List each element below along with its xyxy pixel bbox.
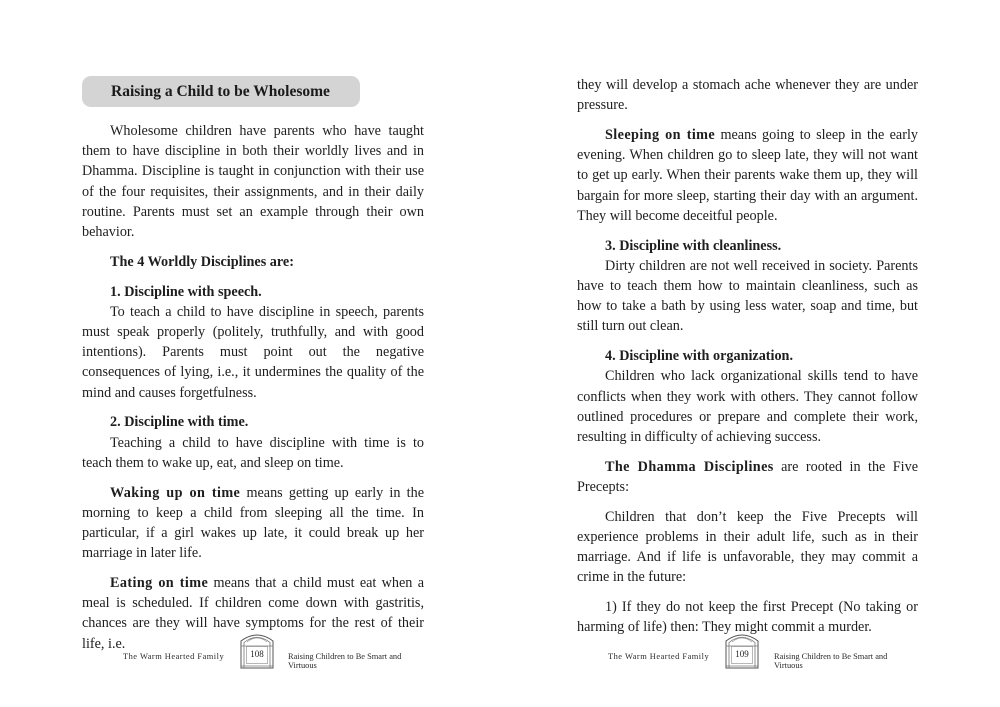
waking-term: Waking up on time [110, 484, 241, 501]
chapter-title: Raising Children to Be Smart and Virtuous [288, 652, 402, 670]
organization-paragraph: Children who lack organizational skills tend to have conflicts when they work with others. They cannot follow outlined procedures or prepare and complete their work, resulting in difficulty of achieving success. [577, 368, 918, 446]
left-page-body [82, 121, 424, 654]
book-title: The Warm Hearted Family [123, 652, 225, 661]
intro-paragraph: Wholesome children have parents who have taught them to have discipline in both their worldly lives and in Dhamma. Discipline is taught in conjunction with their use of the four requisites, their assignments, and in their daily routine. Parents must set an example through their own behavior. [82, 123, 424, 241]
first-precept-paragraph: 1) If they do not keep the first Precept (No taking or harming of life) then: They might commit a murder. [577, 599, 918, 636]
waking-text: means getting up early in the morning to keep a child from sleeping all the time. In particular, if a girl wakes up late, it could break up her marriage in later life. [82, 484, 424, 562]
book-title: The Warm Hearted Family [608, 652, 710, 661]
temple-emblem-icon [723, 631, 761, 669]
sleeping-text: means going to sleep in the early evening. When children go to sleep late, they will not want to get up early. When their parents wake them up, they will bargain for more sleep, starting their day with an argument. They will become deceitful people. [577, 127, 918, 224]
page-footer [577, 631, 918, 669]
speech-heading: 1. Discipline with speech. [110, 283, 262, 300]
section-heading: Raising a Child to be Wholesome [82, 76, 360, 107]
page-number: 108 [250, 649, 264, 659]
cleanliness-paragraph: Dirty children are not well received in society. Parents have to teach them how to maintain cleanliness, such as how to take a bath by using less water, soap and time, but still turn out clean. [577, 257, 918, 335]
continuation-paragraph: they will develop a stomach ache whenever they are under pressure. [577, 77, 918, 114]
time-paragraph: Teaching a child to have discipline with time is to teach them to wake up, eat, and sleep on time. [82, 434, 424, 471]
sleeping-paragraph [577, 125, 918, 226]
chapter-title: Raising Children to Be Smart and Virtuous [774, 652, 888, 670]
page-number: 109 [735, 649, 749, 659]
worldly-disciplines-heading: The 4 Worldly Disciplines are: [110, 253, 294, 270]
dhamma-term: The Dhamma Disciplines [605, 458, 774, 475]
eating-term: Eating on time [110, 575, 209, 592]
left-page [82, 0, 424, 707]
organization-heading: 4. Discipline with organization. [605, 348, 793, 365]
right-page [577, 0, 918, 707]
time-heading: 2. Discipline with time. [110, 414, 249, 431]
speech-paragraph: To teach a child to have discipline in speech, parents must speak properly (politely, truthfully, and with good intentions). Parents must point out the negative consequences of lying, i.e., it undermines the quality of the mind and causes forgetfulness. [82, 303, 424, 401]
sleeping-term: Sleeping on time [605, 127, 716, 143]
waking-paragraph [82, 483, 424, 564]
dhamma-text: are rooted in the Five Precepts: [577, 458, 919, 496]
precepts-paragraph: Children that don’t keep the Five Precepts will experience problems in their adult life, such as in their marriage. And if life is unfavorable, they may commit a crime in the future: [577, 508, 918, 586]
dhamma-paragraph [577, 457, 918, 497]
cleanliness-heading: 3. Discipline with cleanliness. [605, 237, 782, 254]
eating-text: means that a child must eat when a meal is scheduled. If children come down with gastritis, chances are they will have symptoms for the rest of their life, i.e. [82, 575, 425, 652]
page-footer [82, 631, 424, 669]
right-page-body [577, 75, 918, 638]
temple-emblem-icon [238, 631, 276, 669]
